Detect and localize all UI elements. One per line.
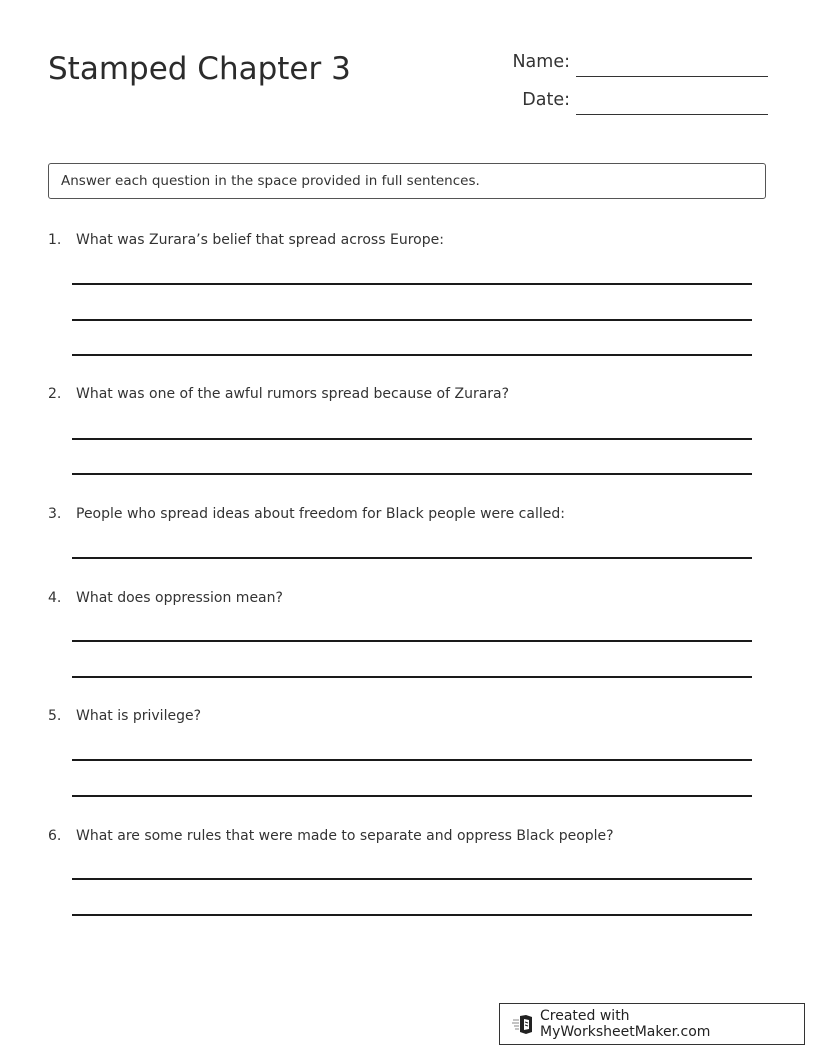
question-text: What was one of the awful rumors spread because of Zurara? — [76, 386, 510, 402]
worksheet-maker-logo-icon — [512, 1013, 534, 1035]
question-number: 5. — [48, 708, 62, 724]
question-number: 4. — [48, 590, 62, 606]
date-label: Date: — [522, 90, 570, 110]
name-label: Name: — [512, 52, 570, 72]
question-number: 2. — [48, 386, 62, 402]
question-text: What are some rules that were made to separate and oppress Black people? — [76, 828, 614, 844]
question-text: People who spread ideas about freedom for Black people were called: — [76, 506, 565, 522]
answer-line[interactable] — [72, 878, 752, 880]
footer-badge[interactable] — [499, 1003, 805, 1045]
answer-line[interactable] — [72, 283, 752, 285]
answer-line[interactable] — [72, 354, 752, 356]
name-field[interactable] — [576, 76, 768, 77]
footer-label: Created with MyWorksheetMaker.com — [540, 1008, 711, 1040]
question-text: What is privilege? — [76, 708, 202, 724]
answer-line[interactable] — [72, 795, 752, 797]
answer-line[interactable] — [72, 319, 752, 321]
question-text: What was Zurara’s belief that spread across Europe: — [76, 232, 444, 248]
answer-line[interactable] — [72, 473, 752, 475]
answer-line[interactable] — [72, 557, 752, 559]
instructions-box: Answer each question in the space provided in full sentences. — [48, 163, 766, 199]
answer-line[interactable] — [72, 676, 752, 678]
page-title: Stamped Chapter 3 — [48, 51, 351, 87]
question-text: What does oppression mean? — [76, 590, 283, 606]
question-number: 3. — [48, 506, 62, 522]
answer-line[interactable] — [72, 640, 752, 642]
date-field[interactable] — [576, 114, 768, 115]
question-number: 6. — [48, 828, 62, 844]
question-number: 1. — [48, 232, 62, 248]
answer-line[interactable] — [72, 914, 752, 916]
answer-line[interactable] — [72, 438, 752, 440]
answer-line[interactable] — [72, 759, 752, 761]
